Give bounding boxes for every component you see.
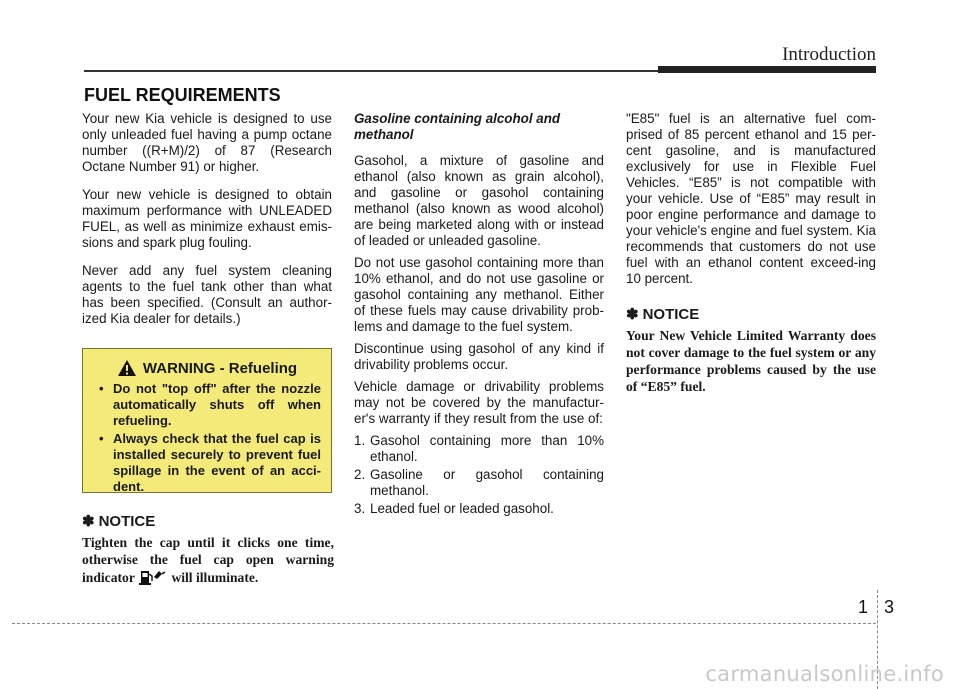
notice-heading-text: NOTICE	[98, 512, 156, 530]
footer-rule	[12, 623, 876, 625]
notice-star-icon: ✽	[82, 513, 95, 530]
notice-heading	[82, 512, 334, 530]
list-item	[354, 433, 604, 465]
subheading: Gasoline containing alcohol and methanol	[354, 111, 561, 142]
paragraph: Vehicle damage or drivability problems may not be covered by the manufactur-er's warranty if they result from the use of:	[354, 379, 604, 426]
paragraph: Your new vehicle is designed to obtain maximum performance with UNLEADED FUEL, as well as minimize exhaust emis-sions and spark plug fouling.	[82, 187, 332, 250]
page-title: FUEL REQUIREMENTS	[84, 85, 281, 105]
list-item	[93, 381, 321, 429]
warning-title: WARNING - Refueling	[142, 359, 298, 377]
warning-box	[82, 348, 332, 493]
paragraph: "E85" fuel is an alternative fuel com-prised of 85 percent ethanol and 15 per-cent gasoline, and is manufactured exclusively for use in Flexible Fuel Vehicles. “E85” is not compatible with your vehicle. Use of “E85” may result in poor engine performance and damage to your vehicle's engine and fuel system. Kia recommends that customers do not use fuel with an ethanol content exceed-ing 10 percent.	[626, 111, 876, 286]
list-number: 1.	[354, 433, 366, 448]
paragraph: Gasohol, a mixture of gasoline and ethanol (also known as grain alcohol), and gasoline or gasohol containing methanol (also known as wood alcohol) are being marketed along with or instead of leaded or unleaded gasoline.	[354, 153, 604, 248]
notice-text	[82, 534, 334, 586]
list-item	[93, 431, 321, 495]
column-3	[626, 111, 876, 395]
header-rule	[84, 70, 658, 72]
list-text: Leaded fuel or leaded gasohol.	[370, 501, 554, 516]
header-section-title: Introduction	[782, 44, 876, 65]
list-number: 2.	[354, 467, 366, 482]
list-text: Gasohol containing more than 10% ethanol.	[370, 433, 604, 464]
page-section-number: 1	[858, 597, 869, 617]
notice-fuel-cap	[82, 512, 334, 586]
list-text: Gasoline or gasohol containing methanol.	[370, 467, 604, 498]
warning-header	[93, 359, 321, 377]
warning-item-text: Always check that the fuel cap is installed securely to prevent fuel spillage in the event of an acci-dent.	[113, 431, 321, 494]
fuel-cap-warning-icon	[138, 568, 168, 586]
notice-heading-text: NOTICE	[642, 305, 700, 323]
warning-item-text: Do not "top off" after the nozzle automatically shuts off when refueling.	[113, 381, 321, 428]
notice-text: Your New Vehicle Limited Warranty does not cover damage to the fuel system or any performance problems caused by the use of “E85” fuel.	[626, 328, 876, 394]
column-2	[354, 111, 604, 519]
header-bar	[658, 66, 876, 73]
watermark: carmanualsonline.info	[705, 662, 944, 686]
page-number: 3	[884, 597, 895, 617]
bullet: •	[99, 431, 104, 446]
bullet: •	[99, 381, 104, 396]
list-item	[354, 501, 604, 517]
notice-text-after: will illuminate.	[171, 570, 259, 585]
paragraph: Discontinue using gasohol of any kind if drivability problems occur.	[354, 341, 604, 372]
paragraph: Your new Kia vehicle is designed to use only unleaded fuel having a pump octane number ((R+M)/2) of 87 (Research Octane Number 91) or higher.	[82, 111, 332, 174]
numbered-list	[354, 433, 604, 517]
warning-list	[93, 381, 321, 495]
warning-triangle-icon	[117, 359, 137, 377]
list-number: 3.	[354, 501, 366, 516]
paragraph: Never add any fuel system cleaning agents to the fuel tank other than what has been specified. (Consult an author-ized Kia dealer for details.)	[82, 263, 332, 326]
notice-e85	[626, 305, 876, 395]
notice-heading	[626, 305, 876, 323]
notice-text-before: Tighten the cap until it clicks one time, otherwise the fuel cap open warning indicator	[82, 535, 334, 585]
column-1	[82, 111, 332, 339]
paragraph: Do not use gasohol containing more than 10% ethanol, and do not use gasoline or gasohol containing any methanol. Either of these fuels may cause drivability prob-lems and damage to the fuel system.	[354, 255, 604, 334]
notice-star-icon: ✽	[626, 306, 639, 323]
list-item	[354, 467, 604, 499]
